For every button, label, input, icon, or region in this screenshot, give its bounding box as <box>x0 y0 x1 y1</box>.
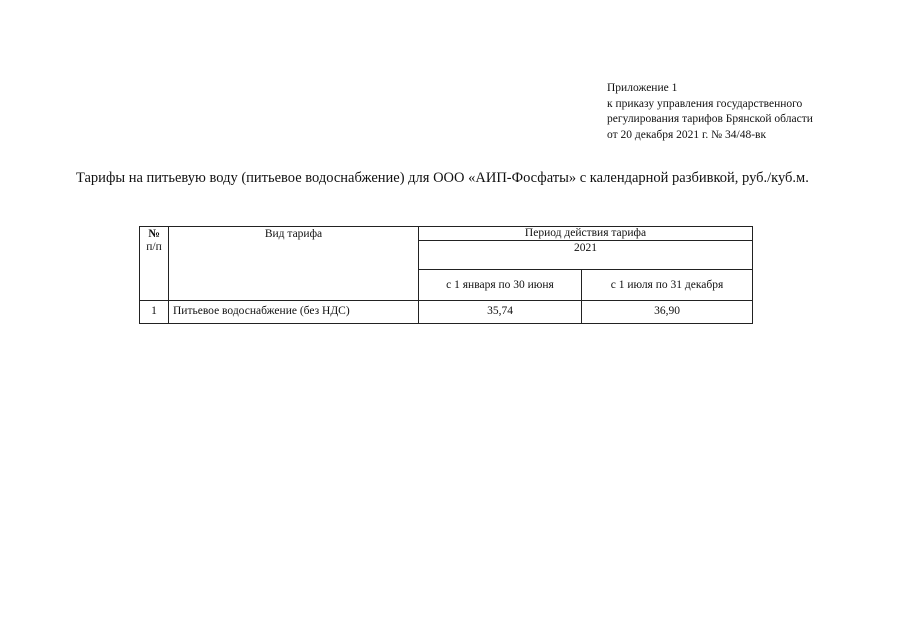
table-row <box>140 301 753 324</box>
row-kind: Питьевое водоснабжение (без НДС) <box>169 301 419 324</box>
header-num-symbol: № <box>148 228 160 240</box>
row-half1-value: 35,74 <box>419 301 582 324</box>
header-year: 2021 <box>419 241 753 270</box>
header-num-label: п/п <box>146 241 162 253</box>
header-half2: с 1 июля по 31 декабря <box>582 270 753 301</box>
appendix-line: Приложение 1 <box>607 82 678 94</box>
header-kind: Вид тарифа <box>169 227 419 301</box>
header-period: Период действия тарифа <box>419 227 753 241</box>
header-half1: с 1 января по 30 июня <box>419 270 582 301</box>
appendix-block <box>607 81 813 143</box>
header-num-cell <box>140 227 169 301</box>
row-num: 1 <box>140 301 169 324</box>
appendix-line: к приказу управления государственного <box>607 97 803 110</box>
appendix-line: от 20 декабря 2021 г. № 34/48-вк <box>607 128 767 141</box>
row-half2-value: 36,90 <box>582 301 753 324</box>
appendix-line: регулирования тарифов Брянской области <box>607 113 813 125</box>
header-row <box>140 227 753 241</box>
tariff-table <box>139 226 753 324</box>
document-title: Тарифы на питьевую воду (питьевое водоснабжение) для ООО «АИП-Фосфаты» с календарной разбивкой, руб./куб.м. <box>76 170 809 186</box>
